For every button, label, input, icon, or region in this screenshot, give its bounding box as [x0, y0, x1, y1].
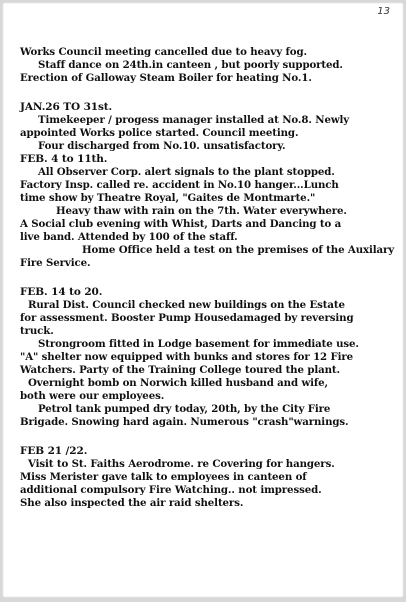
entry-heading: FEB 21 /22. — [20, 445, 88, 457]
text-line: for assessment. Booster Pump Housedamaged by reversing — [20, 312, 354, 324]
text-line: She also inspected the air raid shelters. — [20, 497, 244, 509]
entry-heading: FEB. 4 to 11th. — [20, 153, 108, 165]
entry-heading: JAN.26 TO 31st. — [20, 101, 113, 113]
entry-block — [20, 101, 382, 153]
text-line: Brigade. Snowing hard again. Numerous "crash"warnings. — [20, 416, 349, 428]
text-line: Timekeeper / progess manager installed at No.8. Newly — [38, 114, 350, 126]
text-line: Factory Insp. called re. accident in No.10 hanger...Lunch — [20, 179, 339, 191]
text-line: Petrol tank pumped dry today, 20th, by the City Fire — [38, 403, 331, 415]
text-line: All Observer Corp. alert signals to the plant stopped. — [38, 166, 335, 178]
text-line: truck. — [20, 325, 54, 337]
text-line: additional compulsory Fire Watching.. not impressed. — [20, 484, 322, 496]
text-line: Visit to St. Faiths Aerodrome. re Covering for hangers. — [28, 458, 335, 470]
page-number: 13 — [377, 6, 390, 17]
entry-block — [20, 445, 382, 510]
text-line: A Social club evening with Whist, Darts and Dancing to a — [20, 218, 342, 230]
text-line: both were our employees. — [20, 390, 165, 402]
page-body — [20, 46, 395, 510]
text-line: Four discharged from No.10. unsatisfactory. — [38, 140, 286, 152]
text-line: Erection of Galloway Steam Boiler for heating No.1. — [20, 72, 312, 84]
text-line: Staff dance on 24th.in canteen , but poorly supported. — [38, 59, 343, 71]
text-line: Strongroom fitted in Lodge basement for immediate use. — [38, 338, 359, 350]
document-page — [2, 2, 404, 598]
text-line: Works Council meeting cancelled due to heavy fog. — [20, 46, 307, 58]
text-line: Miss Merister gave talk to employees in canteen of — [20, 471, 307, 483]
text-line: Rural Dist. Council checked new buildings on the Estate — [28, 299, 345, 311]
text-line: time show by Theatre Royal, "Gaites de Montmarte." — [20, 192, 316, 204]
text-line: Watchers. Party of the Training College toured the plant. — [20, 364, 340, 376]
text-line: Fire Service. — [20, 257, 91, 269]
text-line: appointed Works police started. Council meeting. — [20, 127, 299, 139]
entry-block — [20, 46, 382, 85]
text-line: "A" shelter now equipped with bunks and stores for 12 Fire — [20, 351, 354, 363]
text-line: Heavy thaw with rain on the 7th. Water everywhere. — [56, 205, 347, 217]
text-line: Overnight bomb on Norwich killed husband and wife, — [28, 377, 328, 389]
entry-block — [20, 286, 382, 429]
text-line: Home Office held a test on the premises of the Auxilary — [82, 244, 395, 256]
entry-block — [20, 153, 395, 270]
text-line: live band. Attended by 100 of the staff. — [20, 231, 238, 243]
entry-heading: FEB. 14 to 20. — [20, 286, 103, 298]
